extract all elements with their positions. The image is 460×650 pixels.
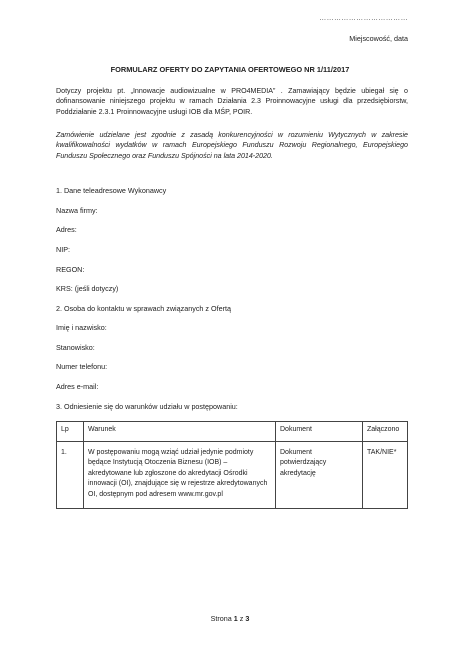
conditions-table <box>56 421 408 509</box>
page-label: Strona <box>210 614 234 623</box>
field-krs: KRS: (jeśli dotyczy) <box>56 284 119 293</box>
section2-heading: 2. Osoba do kontaktu w sprawach związanych z Ofertą <box>56 304 231 313</box>
table-header-row <box>57 422 408 442</box>
header-lp: Lp <box>57 422 84 442</box>
intro-paragraph: Dotyczy projektu pt. „Innowacje audiowizualne w PRO4MEDIA” . Zamawiający będzie ubiegał się o dofinansowanie niniejszego projektu w ramach Działania 2.3 Proinnowacyjne usługi dla przedsiębiorstw, Poddziałanie 2.3.1 Proinnowacyjne usługi IOB dla MŚP, POIR. <box>56 87 408 116</box>
signature-dots: ……………………………… <box>319 15 408 22</box>
row-number: 1. <box>57 441 84 509</box>
field-email: Adres e-mail: <box>56 382 99 391</box>
form-title: FORMULARZ OFERTY DO ZAPYTANIA OFERTOWEGO NR 1/11/2017 <box>110 65 350 74</box>
field-full-name: Imię i nazwisko: <box>56 323 107 332</box>
page-number <box>0 614 460 624</box>
field-nip: NIP: <box>56 245 70 254</box>
section1-heading: 1. Dane teleadresowe Wykonawcy <box>56 186 167 195</box>
table-row <box>57 441 408 509</box>
field-position: Stanowisko: <box>56 343 95 352</box>
row-condition: W postępowaniu mogą wziąć udział jedynie podmioty będące Instytucją Otoczenia Biznesu (IOB) – akredytowane lub zgłoszone do akredytacji Ośrodki innowacji (OI), znajdujące się w rejestrze akredytowanych OI, dostępnym pod adresem www.mr.gov.pl <box>84 441 276 509</box>
row-document: Dokument potwierdzający akredytację <box>276 441 363 509</box>
field-address: Adres: <box>56 225 77 234</box>
section3-heading: 3. Odniesienie się do warunków udziału w postępowaniu: <box>56 402 238 411</box>
procurement-note: Zamówienie udzielane jest zgodnie z zasadą konkurencyjności w rozumieniu Wytycznych w zakresie kwalifikowalności wydatków w ramach Europejskiego Funduszu Rozwoju Regionalnego, Europejskiego Funduszu Społecznego oraz Funduszu Spójności na lata 2014-2020. <box>56 131 408 160</box>
page-separator: z <box>237 614 246 623</box>
place-date-label: Miejscowość, data <box>349 34 408 43</box>
header-attached: Załączono <box>363 422 408 442</box>
field-regon: REGON: <box>56 265 85 274</box>
field-company-name: Nazwa firmy: <box>56 206 98 215</box>
header-condition: Warunek <box>84 422 276 442</box>
row-attached: TAK/NIE* <box>363 441 408 509</box>
header-document: Dokument <box>276 422 363 442</box>
page-total: 3 <box>245 614 250 623</box>
field-phone: Numer telefonu: <box>56 362 108 371</box>
page-current: 1 <box>233 614 238 623</box>
